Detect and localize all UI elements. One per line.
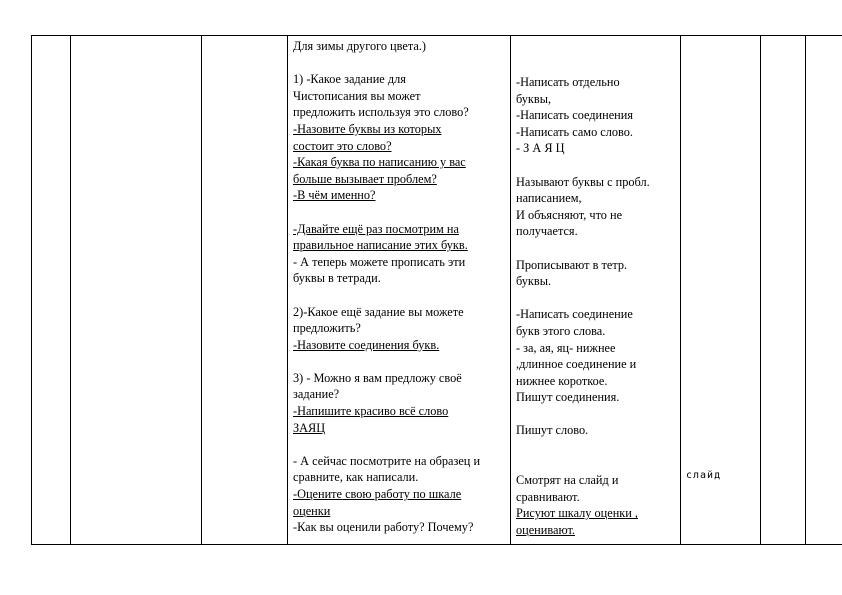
lesson-plan-table	[31, 35, 842, 545]
text-line: ,длинное соединение и	[516, 357, 637, 372]
text-line: правильное написание этих букв.	[293, 238, 468, 253]
text-line: буквы,	[516, 91, 552, 106]
text-line: И объясняют, что не	[516, 207, 623, 222]
resource-label: слайд	[686, 470, 722, 481]
text-line: - З А Я Ц	[516, 141, 565, 156]
text-line: Смотрят на слайд и	[516, 473, 619, 488]
table-row	[32, 36, 842, 545]
resources-cell	[681, 36, 761, 545]
text-line: -Какая буква по написанию у вас	[293, 155, 466, 170]
text-line: оценивают.	[516, 523, 575, 538]
text-line: -Написать соединения	[516, 108, 633, 123]
text-line: -В чём именно?	[293, 188, 376, 203]
text-line: Называют буквы с пробл.	[516, 174, 650, 189]
table-cell-stage	[32, 36, 71, 545]
text-line: -Давайте ещё раз посмотрим на	[293, 221, 459, 236]
table-cell-extra-2	[806, 36, 842, 545]
pupil-activity-text	[516, 74, 676, 539]
text-line: -Написать отдельно	[516, 75, 620, 89]
text-line: -Написать соединение	[516, 307, 633, 322]
text-line: - А сейчас посмотрите на образец и	[293, 453, 481, 468]
text-line: оценки	[293, 503, 331, 518]
text-line: 3) - Можно я вам предложу своё	[293, 370, 462, 385]
text-line: предложить используя это слово?	[293, 105, 469, 120]
blank-line	[293, 204, 506, 221]
text-line: буквы в тетради.	[293, 271, 381, 286]
text-line: -Напишите красиво всё слово	[293, 404, 449, 419]
table-cell-extra-1	[761, 36, 806, 545]
text-line: Пишут слово.	[516, 423, 589, 438]
table-cell-goal	[71, 36, 202, 545]
text-line: написанием,	[516, 191, 582, 206]
blank-line	[293, 353, 506, 370]
text-line: ЗАЯЦ	[293, 420, 326, 435]
text-line: предложить?	[293, 321, 361, 336]
blank-line	[516, 157, 676, 174]
pupil-activity-cell	[511, 36, 681, 545]
text-line: Для зимы другого цвета.)	[293, 39, 426, 53]
blank-line	[293, 436, 506, 453]
text-line: -Написать само слово.	[516, 124, 633, 139]
blank-line	[516, 290, 676, 307]
blank-line	[293, 55, 506, 72]
text-line: Рисуют шкалу оценки ,	[516, 506, 638, 521]
blank-line	[516, 439, 676, 456]
text-line: получается.	[516, 224, 578, 239]
blank-line	[516, 456, 676, 473]
text-line: состоит это слово?	[293, 138, 392, 153]
blank-line	[293, 287, 506, 304]
text-line: сравнивают.	[516, 489, 580, 504]
blank-line	[516, 240, 676, 257]
text-line: - А теперь можете прописать эти	[293, 254, 466, 269]
text-line: задание?	[293, 387, 340, 402]
table-cell-method	[202, 36, 288, 545]
text-line: 2)-Какое ещё задание вы можете	[293, 304, 464, 319]
text-line: больше вызывает проблем?	[293, 171, 437, 186]
blank-line	[516, 406, 676, 423]
text-line: буквы.	[516, 274, 552, 289]
text-line: -Назовите буквы из которых	[293, 121, 442, 136]
text-line: -Оцените свою работу по шкале	[293, 487, 462, 502]
text-line: Чистописания вы может	[293, 88, 421, 103]
text-line: нижнее короткое.	[516, 373, 608, 388]
text-line: букв этого слова.	[516, 323, 606, 338]
teacher-activity-cell	[288, 36, 511, 545]
text-line: Пишут соединения.	[516, 390, 620, 405]
teacher-activity-text	[293, 38, 506, 536]
text-line: сравните, как написали.	[293, 470, 419, 485]
text-line: - за, ая, яц- нижнее	[516, 340, 616, 355]
text-line: -Назовите соединения букв.	[293, 337, 440, 352]
text-line: Прописывают в тетр.	[516, 257, 628, 272]
text-line: -Как вы оценили работу? Почему?	[293, 520, 474, 535]
text-line: 1) -Какое задание для	[293, 72, 406, 87]
